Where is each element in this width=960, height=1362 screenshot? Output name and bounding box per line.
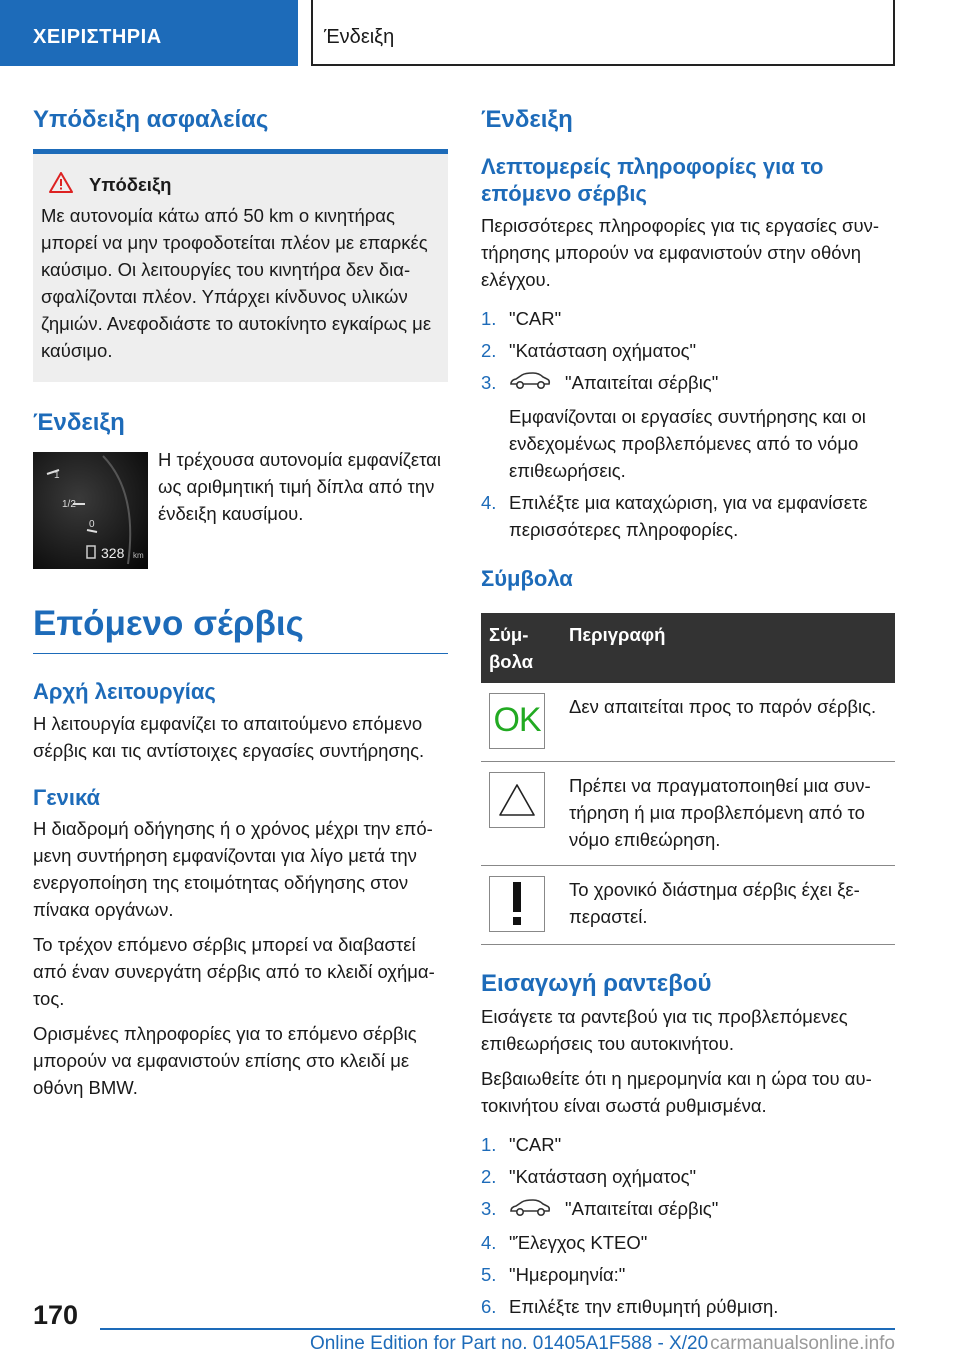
footer-rule bbox=[100, 1328, 895, 1330]
list-item: 4. "Έλεγχος ΚΤΕΟ" bbox=[481, 1231, 648, 1253]
left-column bbox=[33, 100, 448, 1101]
exclamation-icon bbox=[489, 876, 545, 932]
gauge-mark-empty: 0 bbox=[89, 518, 95, 530]
general-title: Γενικά bbox=[33, 784, 101, 810]
principle-title: Αρχή λειτουργίας bbox=[33, 679, 216, 705]
warning-label: Υπόδειξη bbox=[89, 173, 172, 195]
gauge-range-unit: km bbox=[133, 550, 144, 560]
display-row bbox=[33, 448, 448, 569]
appointment-title: Εισαγωγή ραντεβού bbox=[481, 969, 712, 997]
gauge-mark-full: 1 bbox=[54, 469, 60, 481]
symbols-column-header: Σύμβολα bbox=[481, 613, 561, 683]
list-item: 4. Επιλέξτε μια καταχώριση, για να εμφανίσετε περισσότερες πληροφορίες. bbox=[481, 492, 868, 541]
display-title-left: Ένδειξη bbox=[33, 408, 125, 436]
list-item: 5. "Ημερομηνία:" bbox=[481, 1263, 626, 1285]
list-item: 6. Επιλέξτε την επιθυμητή ρύθμιση. bbox=[481, 1295, 779, 1317]
appointment-paragraph-1: Εισάγετε τα ραντεβού για τις προβλεπόμενες επιθεωρήσεις του αυτοκινήτου. bbox=[481, 1005, 848, 1054]
car-service-icon bbox=[509, 370, 551, 397]
symbol-description: Το χρονικό διάστημα σέρβις έχει ξεπεραστεί. bbox=[561, 865, 895, 944]
list-item: 2. "Κατάσταση οχήματος" bbox=[481, 339, 697, 361]
list-item: 3. "Απαιτείται σέρβις" Εμφανίζονται οι εργασίες συντήρησης και οι ενδεχομένως προβλεπόμενες από το νόμο επιθεωρήσεις. bbox=[481, 369, 895, 485]
details-text: Περισσότερες πληροφορίες για τις εργασίες συντήρησης μπορούν να εμφανιστούν στην οθόνη ελέγχου. bbox=[481, 214, 879, 290]
general-paragraph-1: Η διαδρομή οδήγησης ή ο χρόνος μέχρι την επόμενη συντήρηση εμφανίζονται για λίγο μετά την ενεργοποίηση της ετοιμότητας οδήγησης στον πίνακα οργάνων. bbox=[33, 818, 433, 921]
triangle-icon bbox=[489, 772, 545, 828]
list-item: 1. "CAR" bbox=[481, 1133, 562, 1155]
appointment-paragraph-2: Βεβαιωθείτε ότι η ημερομηνία και η ώρα του αυτοκινήτου είναι σωστά ρυθμισμένα. bbox=[481, 1067, 872, 1116]
details-steps bbox=[481, 305, 895, 544]
display-text: Η τρέχουσα αυτονομία εμφανίζεται ως αριθμητική τιμή δίπλα από την ένδειξη καυσίμου. bbox=[158, 448, 441, 524]
right-column bbox=[481, 100, 895, 1325]
watermark: carmanualsonline.info bbox=[710, 1333, 895, 1354]
ok-icon: OK bbox=[489, 693, 545, 749]
gauge-range-value: 328 bbox=[101, 544, 125, 561]
general-paragraph-2: Το τρέχον επόμενο σέρβις μπορεί να διαβαστεί από έναν συνεργάτη σέρβις από το κλειδί οχήματος. bbox=[33, 934, 435, 1010]
warning-header bbox=[49, 172, 440, 198]
symbol-description: Πρέπει να πραγματοποιηθεί μια συντήρηση ή μια προβλεπόμενη από το νόμο επιθεώρηση. bbox=[561, 761, 895, 865]
warning-text: Με αυτονομία κάτω από 50 km ο κινητήρας μπορεί να μην τροφοδοτείται πλέον με επαρκές καύσιμο. Οι λειτουργίες του κινητήρα δεν διασφαλίζονται πλέον. Υπάρχει κίνδυνος υλικών ζημιών. Ανεφοδιάστε το αυτοκίνητο εγκαίρως με καύσιμο. bbox=[41, 204, 432, 361]
page-number: 170 bbox=[33, 1300, 79, 1330]
section-rule-thin bbox=[33, 653, 448, 655]
description-column-header: Περιγραφή bbox=[561, 613, 895, 683]
edition-info: Online Edition for Part no. 01405A1F588 - X/20 carmanualsonline.info bbox=[309, 1333, 895, 1354]
car-service-icon bbox=[509, 1197, 551, 1224]
warning-box bbox=[33, 154, 448, 382]
gauge-mark-half: 1/2 bbox=[62, 498, 76, 510]
list-item: 3. "Απαιτείται σέρβις" bbox=[481, 1195, 895, 1224]
chapter-title: Ένδειξη bbox=[311, 0, 895, 66]
safety-title: Υπόδειξη ασφαλείας bbox=[33, 106, 269, 133]
general-paragraph-3: Ορισμένες πληροφορίες για το επόμενο σέρβις μπορούν να εμφανιστούν επίσης στο κλειδί με οθόνη BMW. bbox=[33, 1023, 417, 1099]
warning-triangle-icon bbox=[49, 172, 89, 198]
details-title: Λεπτομερείς πληροφορίες για το επόμενο σέρβις bbox=[481, 153, 824, 207]
fuel-gauge-image bbox=[33, 452, 148, 569]
list-item: 1. "CAR" bbox=[481, 307, 562, 329]
symbol-description: Δεν απαιτείται προς το παρόν σέρβις. bbox=[561, 683, 895, 762]
symbols-table bbox=[481, 613, 895, 945]
next-service-title: Επόμενο σέρβις bbox=[33, 603, 304, 643]
list-item: 2. "Κατάσταση οχήματος" bbox=[481, 1165, 697, 1187]
table-row bbox=[481, 683, 895, 762]
table-row bbox=[481, 761, 895, 865]
section-tab: ΧΕΙΡΙΣΤΗΡΙΑ bbox=[0, 0, 298, 66]
display-title-right: Ένδειξη bbox=[481, 106, 573, 133]
principle-text: Η λειτουργία εμφανίζει το απαιτούμενο επόμενο σέρβις και τις αντίστοιχες εργασίες συντήρησης. bbox=[33, 712, 425, 761]
table-row bbox=[481, 865, 895, 944]
symbols-title: Σύμβολα bbox=[481, 566, 573, 592]
appointment-steps bbox=[481, 1131, 895, 1320]
page-header bbox=[0, 0, 960, 66]
step-note: Εμφανίζονται οι εργασίες συντήρησης και οι ενδεχομένως προβλεπόμενες από το νόμο επιθεωρήσεις. bbox=[509, 406, 866, 482]
